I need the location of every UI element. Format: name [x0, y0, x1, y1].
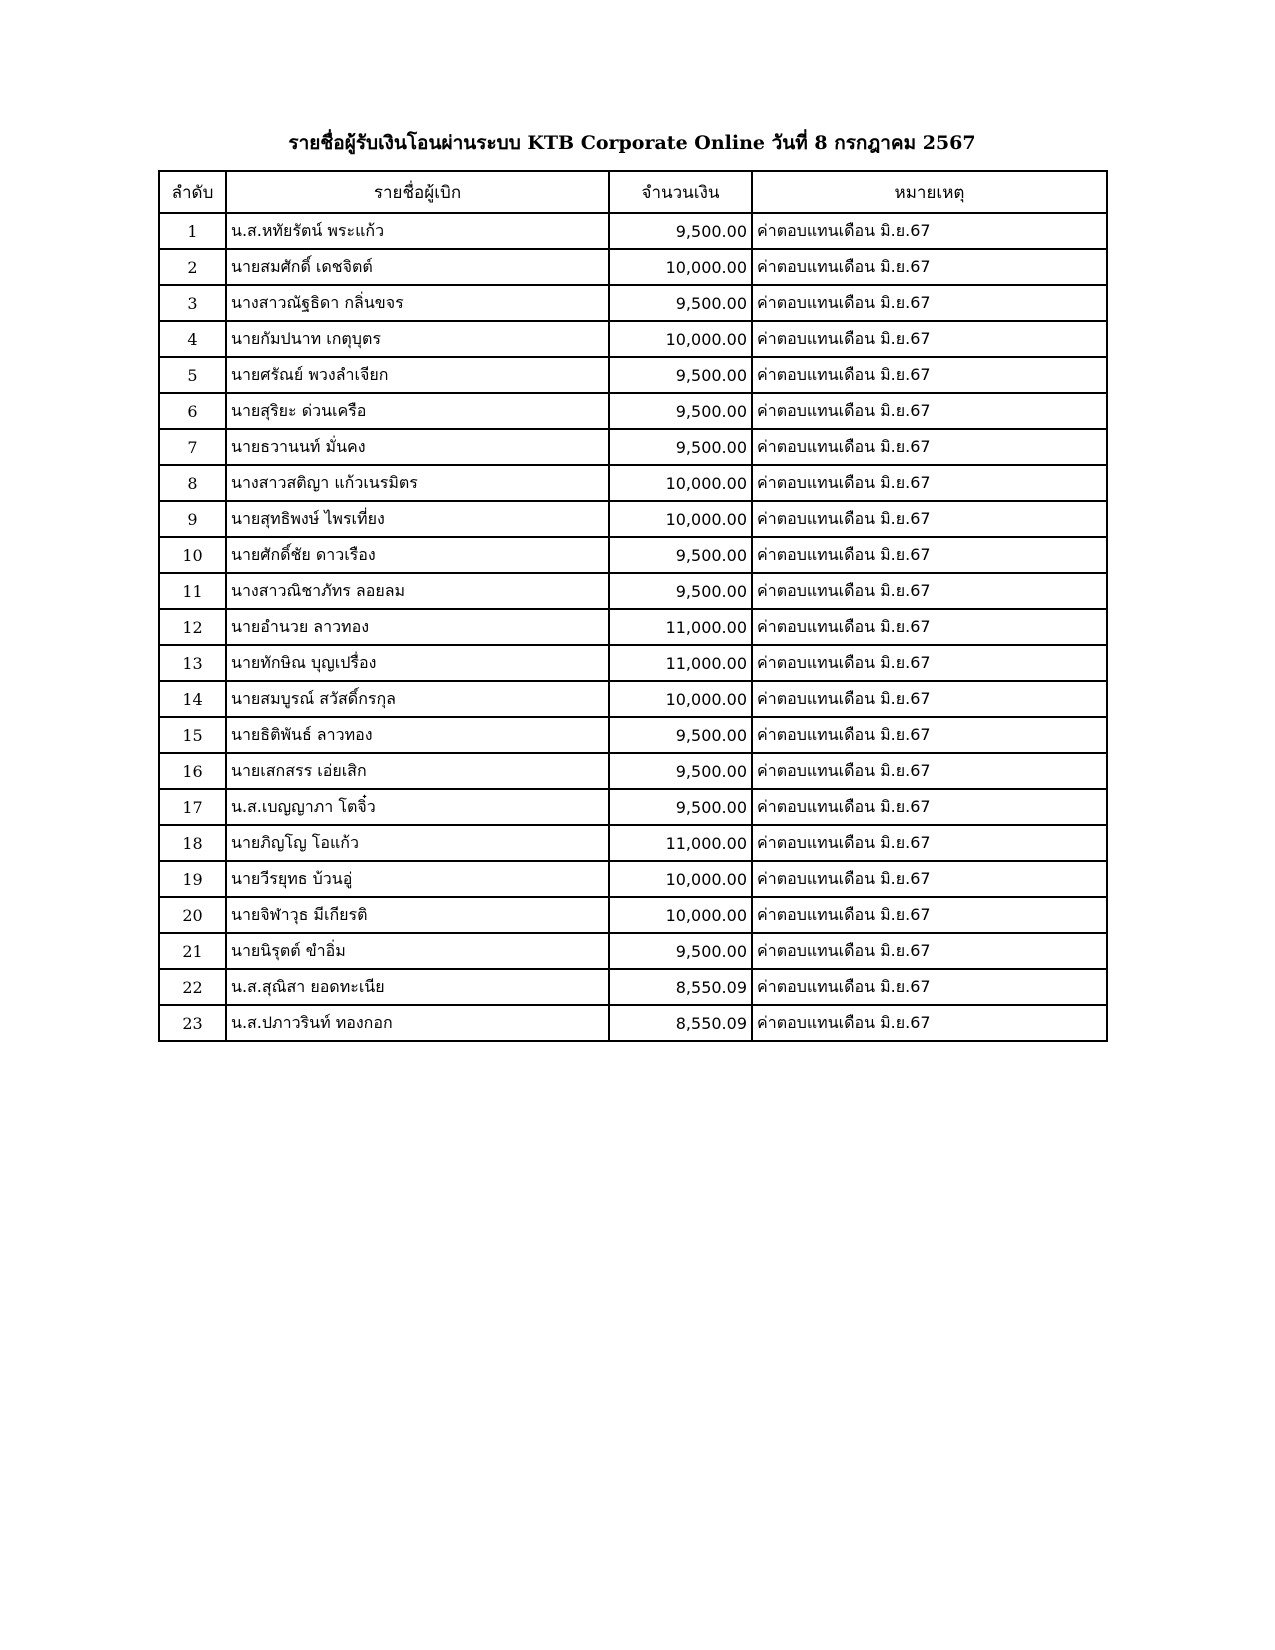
cell-amount: 9,500.00: [609, 357, 752, 393]
cell-amount: 9,500.00: [609, 393, 752, 429]
table-row: [159, 285, 1107, 321]
cell-no: 1: [159, 213, 226, 249]
cell-amount: 10,000.00: [609, 501, 752, 537]
cell-note: ค่าตอบแทนเดือน มิ.ย.67: [752, 681, 1107, 717]
cell-amount: 10,000.00: [609, 681, 752, 717]
cell-name: นายนิรุตต์ ขำอิ่ม: [226, 933, 609, 969]
cell-note: ค่าตอบแทนเดือน มิ.ย.67: [752, 825, 1107, 861]
cell-name: นายวีรยุทธ บ้วนอู่: [226, 861, 609, 897]
cell-no: 17: [159, 789, 226, 825]
cell-no: 8: [159, 465, 226, 501]
cell-amount: 10,000.00: [609, 897, 752, 933]
cell-amount: 9,500.00: [609, 429, 752, 465]
cell-amount: 11,000.00: [609, 645, 752, 681]
cell-no: 19: [159, 861, 226, 897]
cell-note: ค่าตอบแทนเดือน มิ.ย.67: [752, 753, 1107, 789]
cell-name: นายศักดิ์ชัย ดาวเรือง: [226, 537, 609, 573]
cell-amount: 9,500.00: [609, 213, 752, 249]
cell-note: ค่าตอบแทนเดือน มิ.ย.67: [752, 213, 1107, 249]
cell-amount: 9,500.00: [609, 717, 752, 753]
cell-no: 2: [159, 249, 226, 285]
cell-name: นายทักษิณ บุญเปรื่อง: [226, 645, 609, 681]
cell-note: ค่าตอบแทนเดือน มิ.ย.67: [752, 789, 1107, 825]
cell-no: 21: [159, 933, 226, 969]
cell-name: นายสุริยะ ด่วนเครือ: [226, 393, 609, 429]
cell-name: นายสมศักดิ์ เดชจิตต์: [226, 249, 609, 285]
cell-amount: 8,550.09: [609, 969, 752, 1005]
page-title: รายชื่อผู้รับเงินโอนผ่านระบบ KTB Corporate Online วันที่ 8 กรกฎาคม 2567: [288, 132, 976, 154]
cell-note: ค่าตอบแทนเดือน มิ.ย.67: [752, 357, 1107, 393]
cell-amount: 9,500.00: [609, 537, 752, 573]
cell-amount: 10,000.00: [609, 249, 752, 285]
table-row: [159, 933, 1107, 969]
cell-amount: 10,000.00: [609, 465, 752, 501]
cell-name: นายธวานนท์ มั่นคง: [226, 429, 609, 465]
table-row: [159, 1005, 1107, 1041]
table-row: [159, 213, 1107, 249]
cell-no: 7: [159, 429, 226, 465]
table-row: [159, 249, 1107, 285]
table-row: [159, 609, 1107, 645]
cell-amount: 9,500.00: [609, 753, 752, 789]
cell-note: ค่าตอบแทนเดือน มิ.ย.67: [752, 573, 1107, 609]
cell-no: 10: [159, 537, 226, 573]
table-row: [159, 393, 1107, 429]
table-row: [159, 465, 1107, 501]
cell-note: ค่าตอบแทนเดือน มิ.ย.67: [752, 861, 1107, 897]
cell-note: ค่าตอบแทนเดือน มิ.ย.67: [752, 609, 1107, 645]
cell-amount: 9,500.00: [609, 285, 752, 321]
table-row: [159, 897, 1107, 933]
cell-name: นายกัมปนาท เกตุบุตร: [226, 321, 609, 357]
table-header-row: [159, 171, 1107, 213]
table-row: [159, 681, 1107, 717]
table-row: [159, 753, 1107, 789]
cell-no: 20: [159, 897, 226, 933]
table-row: [159, 321, 1107, 357]
table-row: [159, 645, 1107, 681]
table-row: [159, 537, 1107, 573]
table-row: [159, 825, 1107, 861]
table-row: [159, 969, 1107, 1005]
cell-name: นายสมบูรณ์ สวัสดิ์กรกุล: [226, 681, 609, 717]
cell-note: ค่าตอบแทนเดือน มิ.ย.67: [752, 429, 1107, 465]
cell-no: 11: [159, 573, 226, 609]
cell-note: ค่าตอบแทนเดือน มิ.ย.67: [752, 501, 1107, 537]
cell-no: 18: [159, 825, 226, 861]
cell-no: 3: [159, 285, 226, 321]
cell-note: ค่าตอบแทนเดือน มิ.ย.67: [752, 249, 1107, 285]
cell-no: 6: [159, 393, 226, 429]
cell-note: ค่าตอบแทนเดือน มิ.ย.67: [752, 537, 1107, 573]
header-note: หมายเหตุ: [752, 171, 1107, 213]
cell-note: ค่าตอบแทนเดือน มิ.ย.67: [752, 897, 1107, 933]
cell-amount: 10,000.00: [609, 321, 752, 357]
cell-name: นายศรัณย์ พวงลำเจียก: [226, 357, 609, 393]
cell-amount: 9,500.00: [609, 573, 752, 609]
cell-name: นายอำนวย ลาวทอง: [226, 609, 609, 645]
cell-amount: 9,500.00: [609, 789, 752, 825]
table-row: [159, 573, 1107, 609]
payee-table: [158, 170, 1108, 1042]
cell-name: นางสาวณัฐธิดา กลิ่นขจร: [226, 285, 609, 321]
cell-note: ค่าตอบแทนเดือน มิ.ย.67: [752, 717, 1107, 753]
cell-no: 9: [159, 501, 226, 537]
cell-no: 15: [159, 717, 226, 753]
cell-no: 22: [159, 969, 226, 1005]
cell-name: นางสาวณิชาภัทร ลอยลม: [226, 573, 609, 609]
cell-name: น.ส.ปภาวรินท์ ทองกอก: [226, 1005, 609, 1041]
cell-amount: 11,000.00: [609, 609, 752, 645]
cell-amount: 9,500.00: [609, 933, 752, 969]
cell-no: 5: [159, 357, 226, 393]
table-body: [159, 213, 1107, 1041]
table-row: [159, 717, 1107, 753]
cell-name: น.ส.หทัยรัตน์ พระแก้ว: [226, 213, 609, 249]
cell-note: ค่าตอบแทนเดือน มิ.ย.67: [752, 465, 1107, 501]
cell-name: นายธิติพันธ์ ลาวทอง: [226, 717, 609, 753]
table-row: [159, 861, 1107, 897]
cell-name: น.ส.เบญญาภา โตจิ๋ว: [226, 789, 609, 825]
cell-amount: 11,000.00: [609, 825, 752, 861]
cell-note: ค่าตอบแทนเดือน มิ.ย.67: [752, 1005, 1107, 1041]
header-amount: จำนวนเงิน: [609, 171, 752, 213]
header-no: ลำดับ: [159, 171, 226, 213]
cell-no: 16: [159, 753, 226, 789]
cell-no: 12: [159, 609, 226, 645]
cell-no: 23: [159, 1005, 226, 1041]
table-row: [159, 357, 1107, 393]
cell-name: นายจิฬาวุธ มีเกียรติ: [226, 897, 609, 933]
cell-note: ค่าตอบแทนเดือน มิ.ย.67: [752, 645, 1107, 681]
cell-no: 13: [159, 645, 226, 681]
cell-name: นางสาวสติญา แก้วเนรมิตร: [226, 465, 609, 501]
cell-note: ค่าตอบแทนเดือน มิ.ย.67: [752, 393, 1107, 429]
table-row: [159, 501, 1107, 537]
cell-note: ค่าตอบแทนเดือน มิ.ย.67: [752, 321, 1107, 357]
cell-note: ค่าตอบแทนเดือน มิ.ย.67: [752, 933, 1107, 969]
cell-no: 14: [159, 681, 226, 717]
cell-name: น.ส.สุณิสา ยอดทะเนีย: [226, 969, 609, 1005]
cell-amount: 10,000.00: [609, 861, 752, 897]
table-row: [159, 789, 1107, 825]
cell-amount: 8,550.09: [609, 1005, 752, 1041]
header-name: รายชื่อผู้เบิก: [226, 171, 609, 213]
cell-note: ค่าตอบแทนเดือน มิ.ย.67: [752, 285, 1107, 321]
cell-name: นายสุทธิพงษ์ ไพรเที่ยง: [226, 501, 609, 537]
table-row: [159, 429, 1107, 465]
cell-name: นายเสกสรร เอ่ยเสิก: [226, 753, 609, 789]
cell-name: นายภิญโญ โอแก้ว: [226, 825, 609, 861]
cell-no: 4: [159, 321, 226, 357]
cell-note: ค่าตอบแทนเดือน มิ.ย.67: [752, 969, 1107, 1005]
